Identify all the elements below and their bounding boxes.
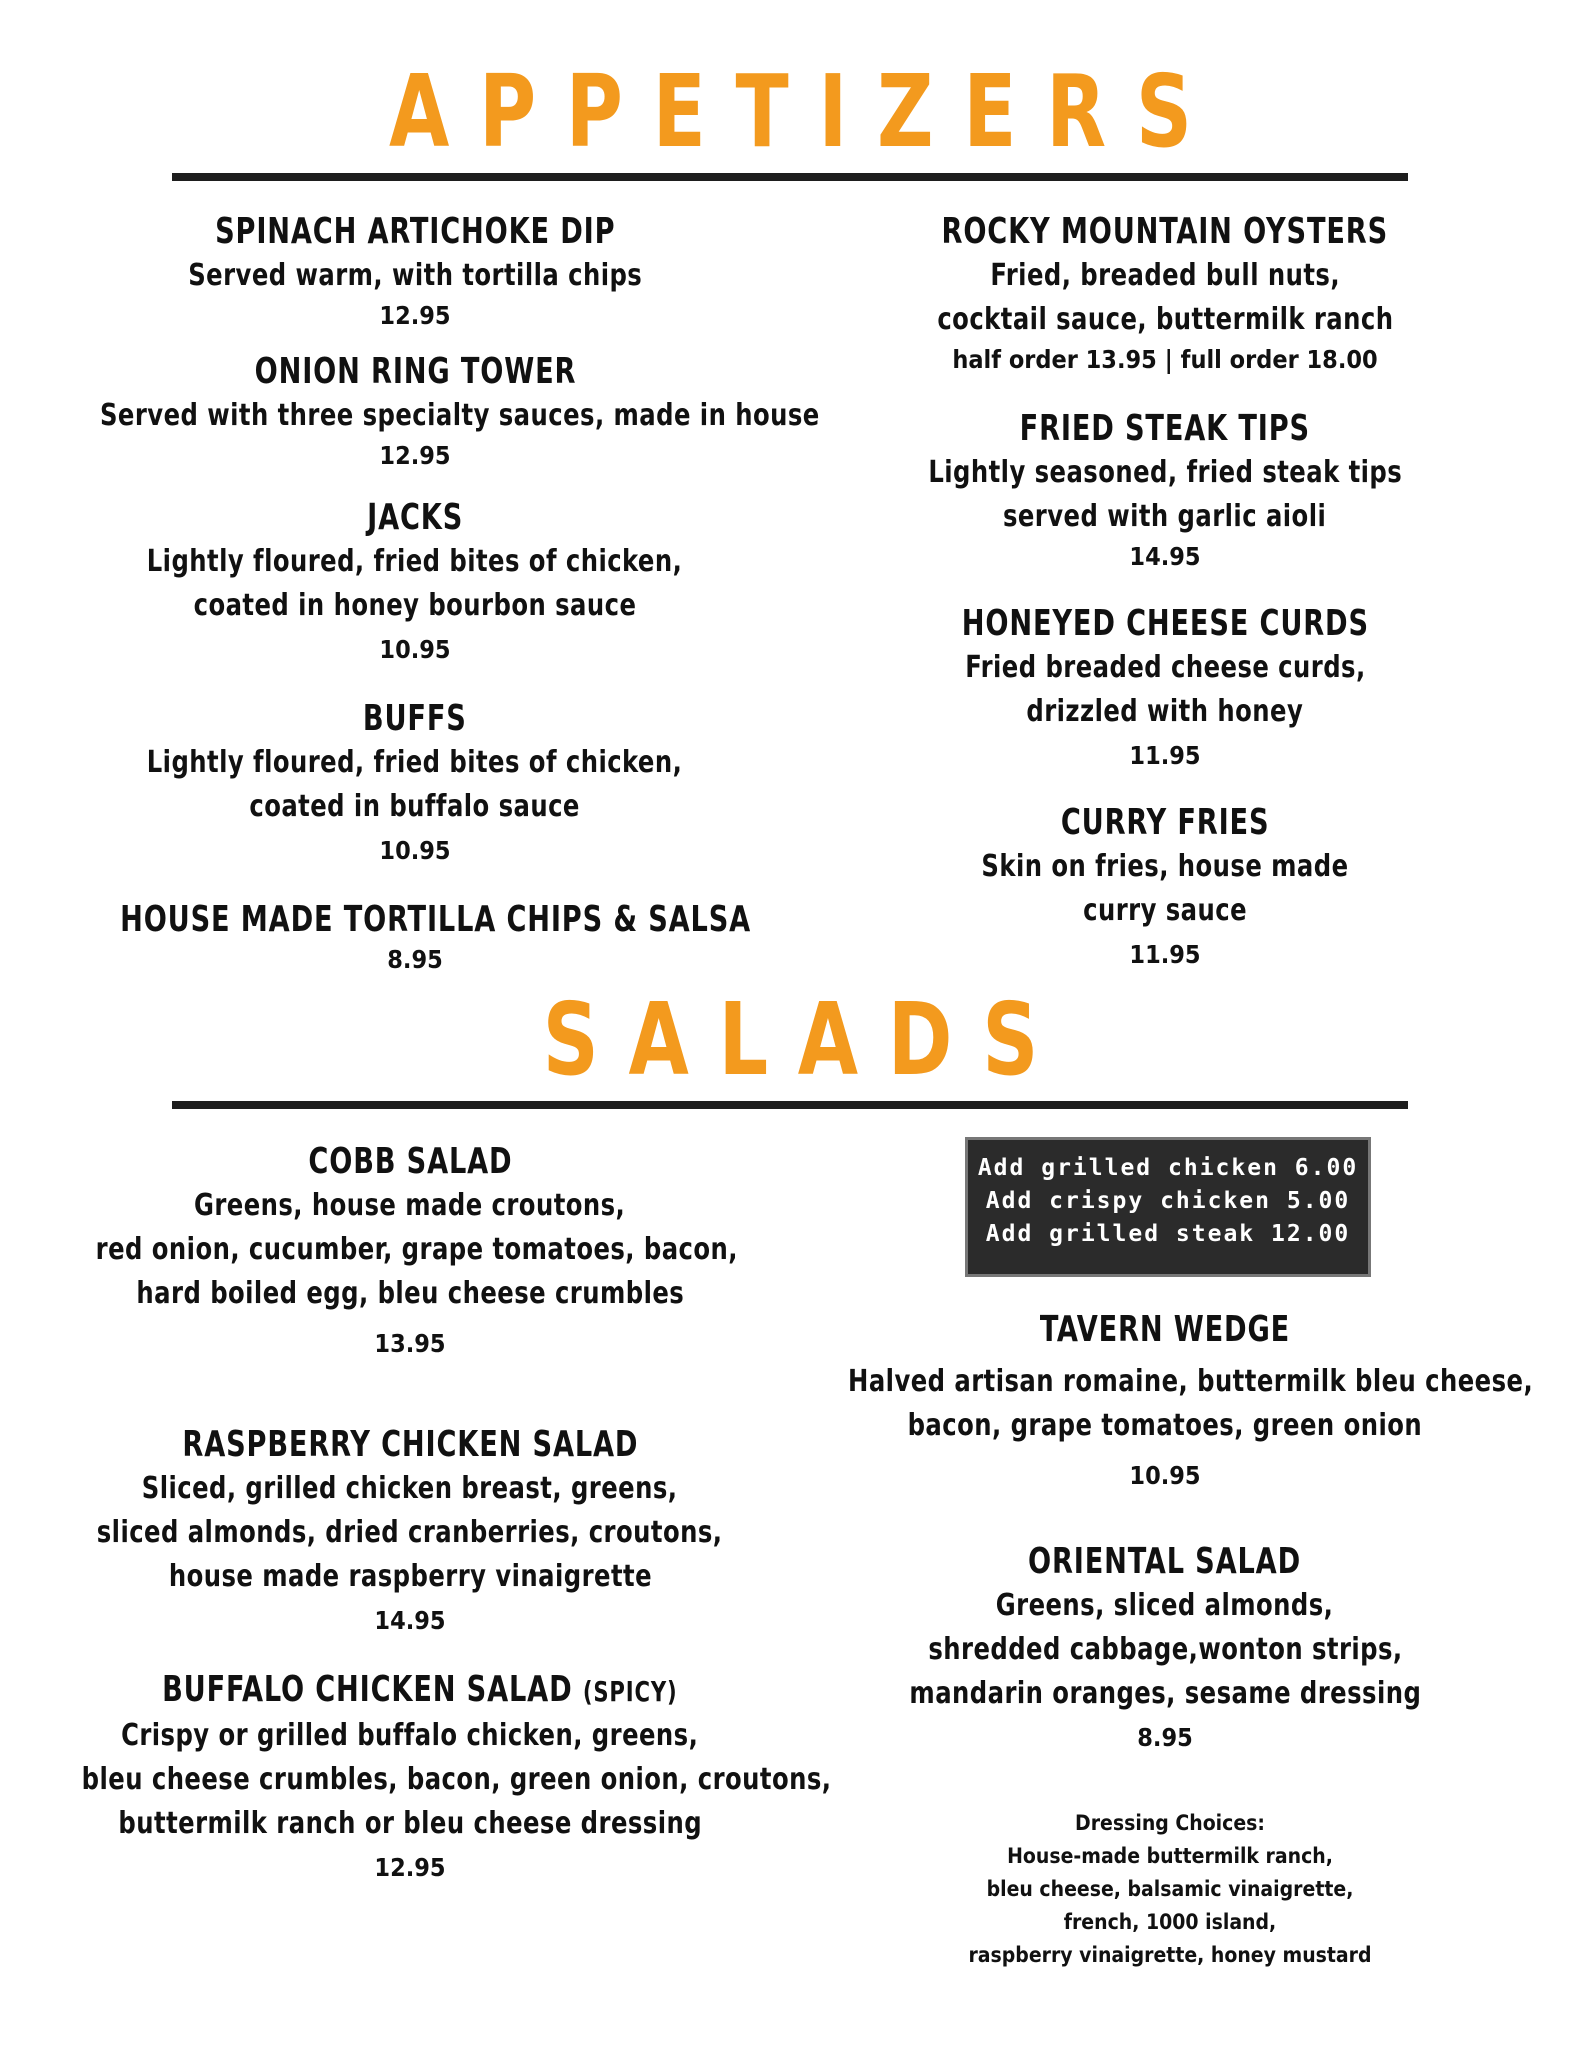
item-price: 8.95 (387, 945, 443, 974)
menu-item-buffalo-chicken-salad (40, 1668, 832, 1886)
spicy-note: (SPICY) (583, 1675, 678, 1708)
item-price: 14.95 (1129, 542, 1201, 571)
item-desc: Fried, breaded bull nuts, cocktail sauce, buttermilk ranch (936, 258, 1394, 337)
dressing-line: raspberry vinaigrette, honey mustard (968, 1943, 1372, 1967)
dressing-choices (900, 1807, 1440, 1972)
menu-item-buffs (60, 697, 770, 869)
item-name: HOUSE MADE TORTILLA CHIPS & SALSA (120, 899, 752, 940)
menu-item-honeyed-cheese-curds (810, 602, 1520, 774)
menu-item-jacks (60, 496, 770, 668)
item-name: SPINACH ARTICHOKE DIP (214, 211, 616, 252)
appetizers-title: APPETIZERS (388, 53, 1222, 170)
item-desc: Lightly seasoned, fried steak tips served with garlic aioli (928, 455, 1402, 534)
item-desc: Greens, house made croutons, red onion, cucumber, grape tomatoes, bacon, hard boiled egg, bleu cheese crumbles (95, 1188, 738, 1311)
item-price: 10.95 (1129, 1461, 1201, 1490)
item-price: 14.95 (374, 1606, 446, 1635)
menu-item-tavern-wedge (810, 1308, 1534, 1494)
item-desc: Crispy or grilled buffalo chicken, greens, bleu cheese crumbles, bacon, green onion, croutons, buttermilk ranch or bleu cheese dressing (81, 1718, 832, 1841)
item-name: ROCKY MOUNTAIN OYSTERS (941, 211, 1389, 252)
item-price: 13.95 (374, 1329, 446, 1358)
menu-item-oriental-salad (810, 1540, 1520, 1756)
item-name: TAVERN WEDGE (1039, 1309, 1291, 1350)
item-name: JACKS (366, 497, 464, 538)
item-name: ORIENTAL SALAD (1028, 1541, 1302, 1582)
dressing-line: french, 1000 island, (1063, 1910, 1277, 1934)
addon-line: Add grilled chicken 6.00 (977, 1155, 1359, 1181)
salads-rule (172, 1101, 1408, 1109)
item-name: ONION RING TOWER (254, 351, 576, 392)
menu-item-fried-steak-tips (810, 407, 1520, 575)
dressing-title: Dressing Choices: (1075, 1811, 1265, 1835)
item-name: FRIED STEAK TIPS (1019, 408, 1311, 449)
item-price: 12.95 (379, 301, 451, 330)
item-price: 8.95 (1137, 1723, 1193, 1752)
dressing-line: bleu cheese, balsamic vinaigrette, (986, 1877, 1354, 1901)
item-desc: Lightly floured, fried bites of chicken, coated in buffalo sauce (147, 745, 683, 824)
item-price: 11.95 (1129, 741, 1201, 770)
addon-line: Add crispy chicken 5.00 (985, 1188, 1351, 1214)
item-name: HONEYED CHEESE CURDS (961, 603, 1369, 644)
item-price: 10.95 (379, 836, 451, 865)
menu-item-cobb-salad (60, 1140, 760, 1362)
item-price: 11.95 (1129, 940, 1201, 969)
item-name: RASPBERRY CHICKEN SALAD (182, 1424, 638, 1465)
item-name: BUFFALO CHICKEN SALAD (SPICY) (162, 1669, 678, 1710)
addons-box (965, 1137, 1371, 1277)
item-name: COBB SALAD (307, 1141, 513, 1182)
menu-item-curry-fries (810, 801, 1520, 973)
dressing-line: House-made buttermilk ranch, (1007, 1844, 1333, 1868)
item-desc: Skin on fries, house made curry sauce (981, 849, 1349, 928)
appetizers-rule (172, 173, 1408, 181)
item-price: 12.95 (379, 441, 451, 470)
menu-item-tortilla-chips-salsa (60, 898, 770, 978)
item-desc: Lightly floured, fried bites of chicken, coated in honey bourbon sauce (147, 544, 683, 623)
item-desc: Fried breaded cheese curds, drizzled with honey (964, 650, 1366, 729)
item-price: 12.95 (374, 1853, 446, 1882)
menu-item-spinach-artichoke-dip (60, 210, 770, 334)
addon-line: Add grilled steak 12.00 (985, 1221, 1351, 1247)
item-desc: Greens, sliced almonds, shredded cabbage,wonton strips, mandarin oranges, sesame dressing (909, 1588, 1421, 1711)
item-name: CURRY FRIES (1060, 802, 1270, 843)
item-price: 10.95 (379, 635, 451, 664)
menu-item-onion-ring-tower (60, 350, 820, 474)
salads-title: SALADS (542, 981, 1069, 1098)
item-desc: Served with three specialty sauces, made in house (99, 398, 820, 433)
item-name: BUFFS (363, 698, 467, 739)
menu-item-rocky-mountain-oysters (810, 210, 1520, 378)
item-desc: Halved artisan romaine, buttermilk bleu cheese, bacon, grape tomatoes, green onion (848, 1364, 1534, 1443)
menu-item-raspberry-chicken-salad (60, 1423, 760, 1639)
item-desc: Sliced, grilled chicken breast, greens, sliced almonds, dried cranberries, croutons, house made raspberry vinaigrette (97, 1471, 723, 1594)
item-price: half order 13.95 | full order 18.00 (952, 345, 1378, 374)
item-desc: Served warm, with tortilla chips (188, 258, 642, 293)
